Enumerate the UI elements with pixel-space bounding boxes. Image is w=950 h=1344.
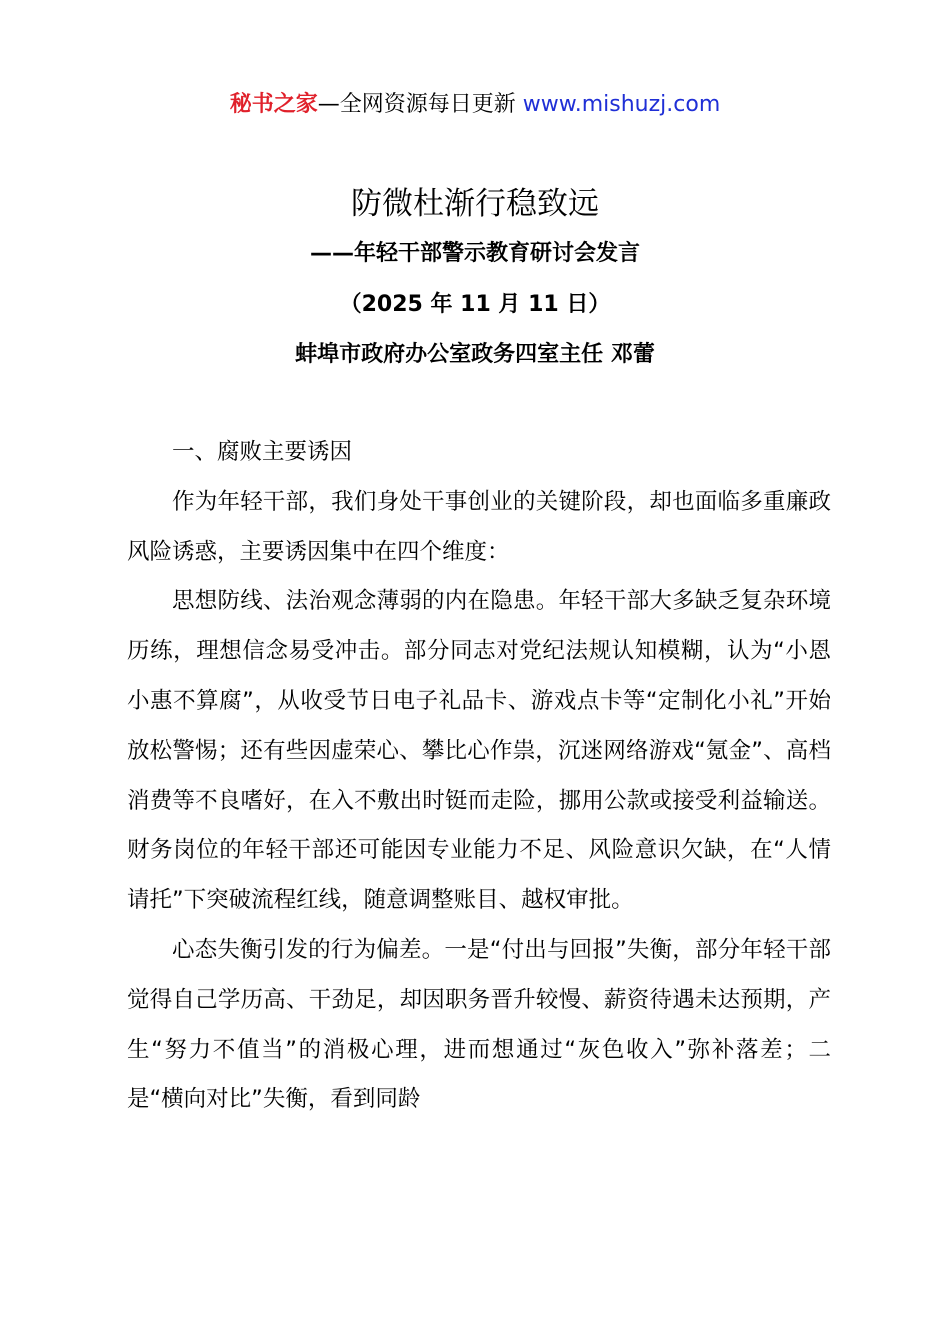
site-brand: 秘书之家 — [229, 92, 318, 117]
document-subtitle: ——年轻干部警示教育研讨会发言 — [309, 241, 640, 266]
body-paragraph: 心态失衡引发的行为偏差。一是“付出与回报”失衡，部分年轻干部觉得自己学历高、干劲足，却因职务晋升较慢、薪资待遇未达预期，产生“努力不值当”的消极心理，进而想通过“灰色收入”弥补落差；二是“横向对比”失衡，看到同龄 — [127, 936, 831, 1113]
document-date: （2025 年 11 月 11 日） — [339, 292, 611, 317]
site-tagline: —全网资源每日更新 — [317, 92, 523, 117]
body-paragraph: 思想防线、法治观念薄弱的内在隐患。年轻干部大多缺乏复杂环境历练，理想信念易受冲击。部分同志对党纪法规认知模糊，认为“小恩小惠不算腐”，从收受节日电子礼品卡、游戏点卡等“定制化小礼”开始放松警惕；还有些因虚荣心、攀比心作祟，沉迷网络游戏“氪金”、高档消费等不良嗜好，在入不敷出时铤而走险，挪用公款或接受利益输送。财务岗位的年轻干部还可能因专业能力不足、风险意识欠缺，在“人情请托”下突破流程红线，随意调整账目、越权审批。 — [127, 588, 831, 914]
document-author: 蚌埠市政府办公室政务四室主任 邓蕾 — [295, 342, 655, 367]
document-body — [127, 428, 831, 1125]
body-paragraph: 作为年轻干部，我们身处干事创业的关键阶段，却也面临多重廉政风险诱惑，主要诱因集中在四个维度： — [127, 488, 831, 565]
site-url-link[interactable]: www.mishuzj.com — [522, 92, 721, 117]
document-title: 防微杜渐行稳致远 — [351, 186, 599, 222]
site-banner — [0, 86, 950, 124]
section-heading: 一、腐败主要诱因 — [172, 439, 353, 465]
